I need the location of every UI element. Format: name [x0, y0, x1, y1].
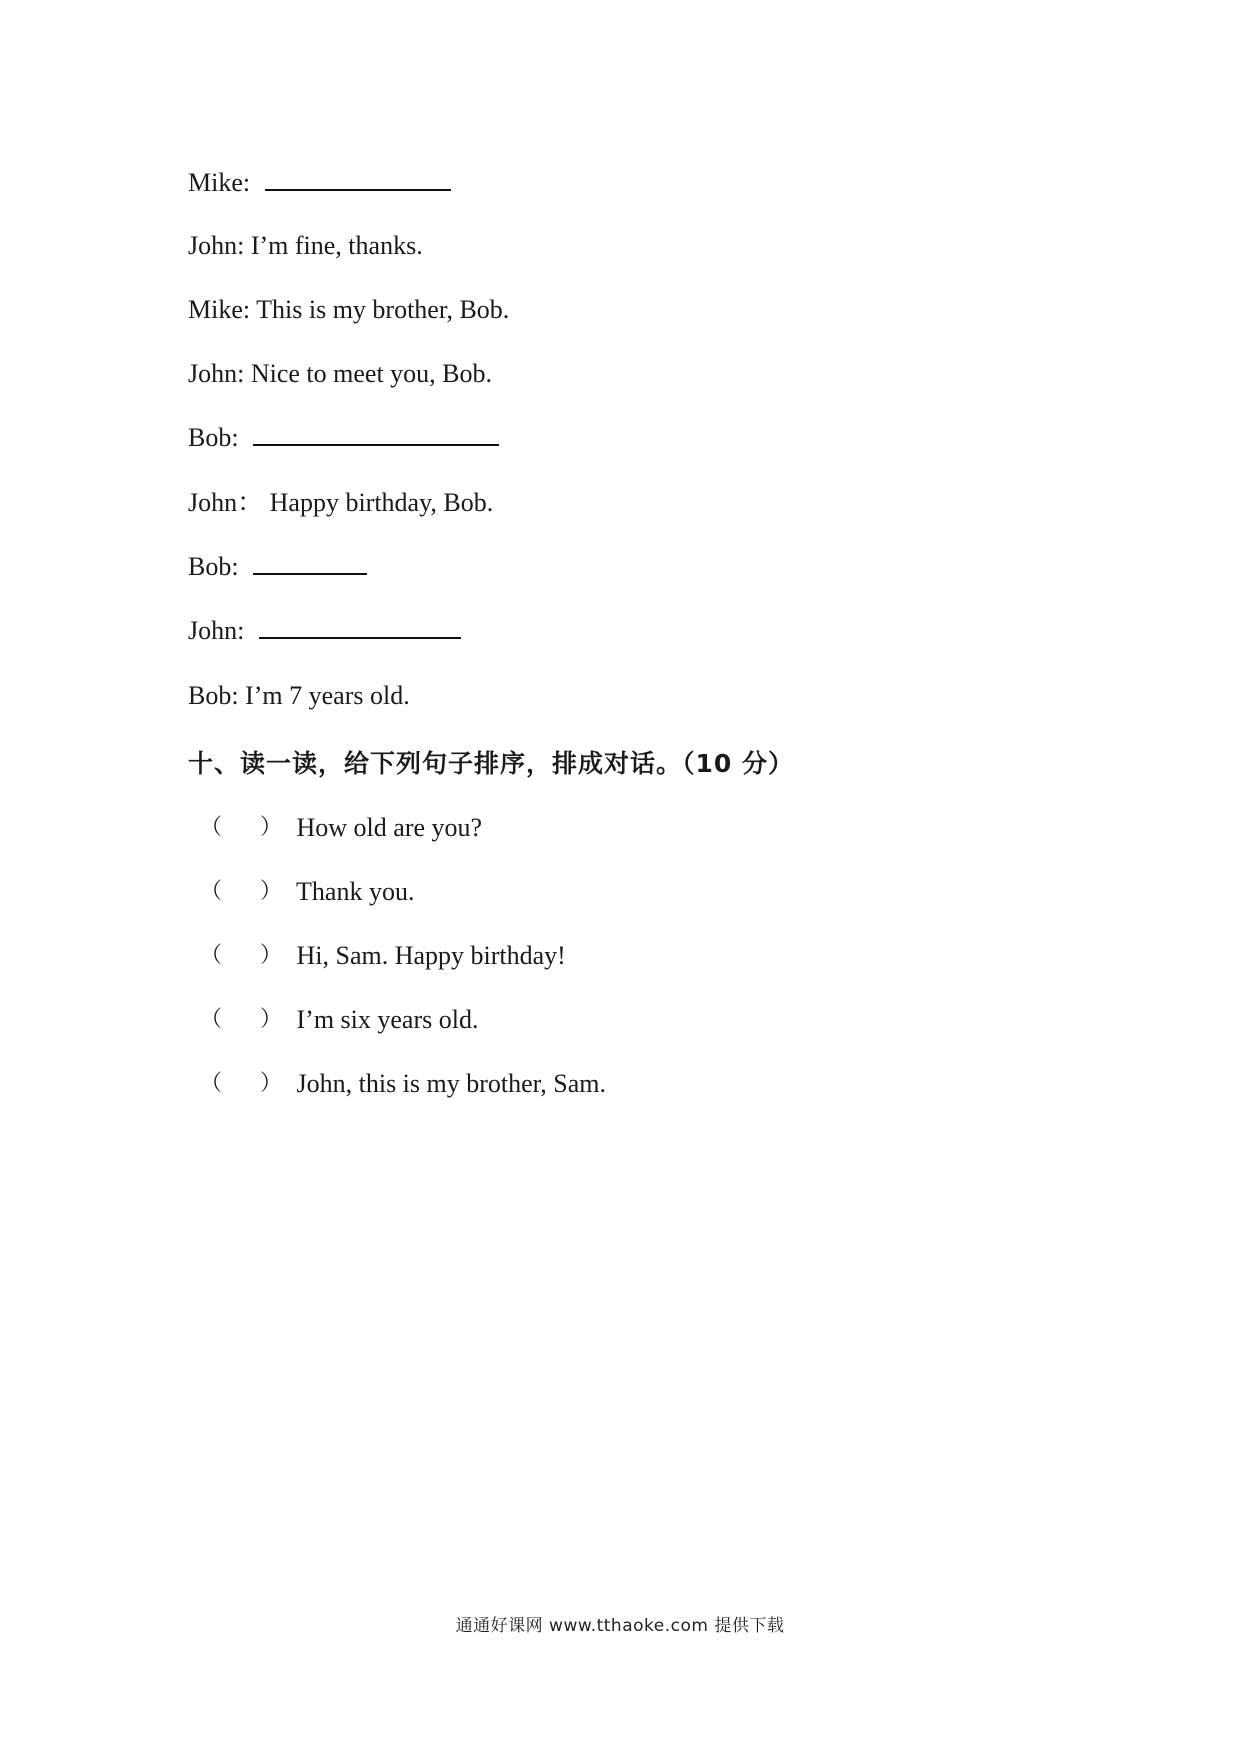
dialogue-speaker: Mike:	[188, 168, 251, 197]
dialogue-speaker: Mike:	[188, 295, 251, 324]
dialogue-speaker: John：	[188, 488, 264, 517]
section-heading: 十、读一读，给下列句子排序，排成对话。（10 分）	[188, 749, 794, 778]
ordering-sentence: I’m six years old.	[296, 1005, 479, 1034]
dialogue-text: I’m 7 years old.	[245, 681, 410, 710]
dialogue-speaker: John:	[188, 359, 245, 388]
ordering-item	[200, 875, 414, 911]
bracket-close: ）	[260, 1071, 283, 1096]
dialogue-line	[188, 550, 367, 584]
bracket-close: ）	[260, 943, 283, 968]
answer-blank[interactable]	[253, 551, 367, 575]
dialogue-speaker: Bob:	[188, 552, 239, 581]
bracket-close: ）	[260, 1007, 283, 1032]
dialogue-speaker: John:	[188, 231, 245, 260]
page-footer: 通通好课网 www.tthaoke.com 提供下载	[455, 1616, 785, 1636]
ordering-sentence: How old are you?	[296, 813, 483, 842]
dialogue-line	[188, 421, 499, 455]
bracket-close: ）	[260, 879, 283, 904]
bracket-open: （	[200, 1007, 223, 1032]
dialogue-line	[188, 229, 423, 263]
ordering-item	[200, 1003, 478, 1039]
bracket-open: （	[200, 1071, 223, 1096]
bracket-open: （	[200, 879, 223, 904]
answer-bracket[interactable]	[200, 1069, 290, 1103]
bracket-open: （	[200, 815, 223, 840]
dialogue-speaker: Bob:	[188, 681, 239, 710]
dialogue-line	[188, 486, 493, 520]
answer-bracket[interactable]	[200, 1005, 290, 1039]
bracket-open: （	[200, 943, 223, 968]
answer-blank[interactable]	[253, 422, 499, 446]
dialogue-line	[188, 679, 410, 713]
answer-bracket[interactable]	[200, 941, 290, 975]
bracket-close: ）	[260, 815, 283, 840]
answer-blank[interactable]	[259, 615, 461, 639]
dialogue-line	[188, 357, 492, 391]
ordering-item	[200, 1067, 606, 1103]
dialogue-text: Nice to meet you, Bob.	[250, 359, 493, 388]
dialogue-text: I’m fine, thanks.	[250, 231, 423, 260]
dialogue-speaker: Bob:	[188, 423, 239, 452]
dialogue-line	[188, 293, 509, 327]
dialogue-line	[188, 166, 451, 200]
answer-bracket[interactable]	[200, 877, 290, 911]
ordering-sentence: Thank you.	[296, 877, 415, 906]
dialogue-line	[188, 614, 461, 648]
dialogue-text: Happy birthday, Bob.	[269, 488, 494, 517]
answer-blank[interactable]	[265, 167, 451, 191]
ordering-sentence: John, this is my brother, Sam.	[296, 1069, 607, 1098]
ordering-sentence: Hi, Sam. Happy birthday!	[296, 941, 566, 970]
dialogue-speaker: John:	[188, 616, 245, 645]
ordering-item	[200, 811, 482, 847]
dialogue-text: This is my brother, Bob.	[256, 295, 510, 324]
ordering-item	[200, 939, 566, 975]
answer-bracket[interactable]	[200, 813, 290, 847]
